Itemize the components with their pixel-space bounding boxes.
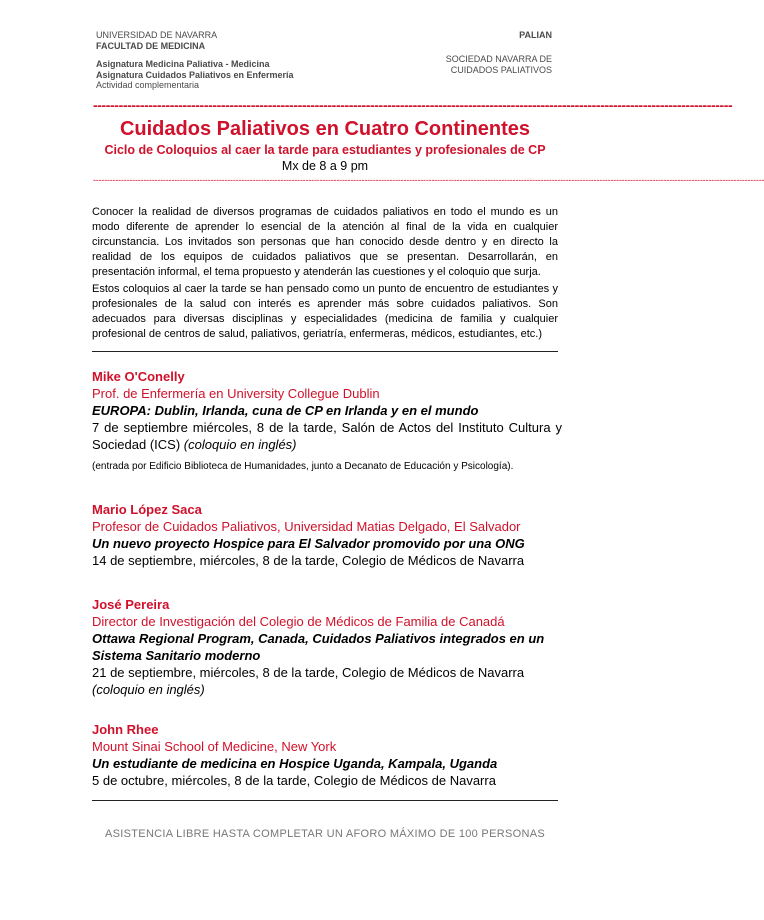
header-institution [96, 30, 294, 91]
intro-paragraph-1: Conocer la realidad de diversos programas de cuidados paliativos en todo el mundo es un modo diferente de aprender lo esencial de la atención al final de la vida en cualquier circunstancia. Los invitados son personas que han conocido desde dentro y en directo la realidad de los equipos de cuidados paliativos que se presentan. Desarrollarán, en presentación informal, el tema propuesto y atenderán las cuestiones y el coloquio que surja. [92, 206, 558, 278]
speaker-schedule: 21 de septiembre, miércoles, 8 de la tarde, Colegio de Médicos de Navarra [92, 665, 525, 680]
speaker-topic: Un estudiante de medicina en Hospice Uganda, Kampala, Uganda [92, 756, 498, 771]
university-name: UNIVERSIDAD DE NAVARRA [96, 30, 218, 40]
speaker-entrance-note: (entrada por Edificio Biblioteca de Humanidades, junto a Decanato de Educación y Psicología). [92, 461, 514, 472]
activity-type: Actividad complementaria [96, 80, 200, 90]
society-line-2: CUIDADOS PALIATIVOS [450, 64, 552, 75]
course-line-1: Asignatura Medicina Paliativa - Medicina [96, 59, 270, 69]
attendance-footer: ASISTENCIA LIBRE HASTA COMPLETAR UN AFORO MÁXIMO DE 100 PERSONAS [105, 828, 545, 840]
speaker-name: John Rhee [92, 722, 159, 737]
speaker-role: Prof. de Enfermería en University Collegue Dublin [92, 386, 380, 401]
speaker-topic: Ottawa Regional Program, Canada, Cuidados Paliativos integrados en un Sistema Sanitario moderno [92, 631, 545, 663]
speaker-schedule: 14 de septiembre, miércoles, 8 de la tarde, Colegio de Médicos de Navarra [92, 553, 525, 568]
speaker-block-4 [92, 721, 562, 789]
intro-paragraph-2: Estos coloquios al caer la tarde se han pensado como un punto de encuentro de estudiantes y profesionales de la salud con interés es aprender más sobre cuidados paliativos. Son adecuados para diversas disciplinas y especialidades (medicina de familia y cualquier profesional de centros de salud, paliativos, geriatría, enfermeras, médicos, estudiantes, etc.) [92, 283, 558, 340]
speaker-name: Mike O'Conelly [92, 369, 185, 384]
divider-top [92, 351, 558, 352]
speaker-schedule [92, 419, 562, 453]
speaker-block-2 [92, 501, 562, 569]
divider-bottom [92, 800, 558, 801]
palian-label: PALIAN [519, 30, 552, 40]
speaker-name: José Pereira [92, 597, 170, 612]
speaker-schedule: 5 de octubre, miércoles, 8 de la tarde, Colegio de Médicos de Navarra [92, 773, 496, 788]
schedule-text: Mx de 8 a 9 pm [281, 159, 369, 173]
speaker-block-3 [92, 596, 562, 698]
speaker-role: Director de Investigación del Colegio de Médicos de Familia de Canadá [92, 614, 505, 629]
separator-thick: ------------------------------------------------------------------------------------------------------------------------------------------------------ [93, 97, 733, 113]
page-subtitle: Ciclo de Coloquios al caer la tarde para estudiantes y profesionales de CP [104, 143, 546, 157]
course-line-2: Asignatura Cuidados Paliativos en Enfermería [96, 69, 294, 80]
speaker-language-note: (coloquio en inglés) [183, 437, 297, 452]
speaker-role: Profesor de Cuidados Paliativos, Universidad Matias Delgado, El Salvador [92, 519, 521, 534]
faculty-name: FACULTAD DE MEDICINA [96, 40, 206, 51]
speaker-topic: EUROPA: Dublin, Irlanda, cuna de CP en Irlanda y en el mundo [92, 403, 479, 418]
speaker-role: Mount Sinai School of Medicine, New York [92, 739, 337, 754]
speaker-block-1 [92, 368, 562, 473]
society-name [446, 54, 552, 75]
speaker-language-note: (coloquio en inglés) [92, 682, 205, 697]
speaker-name: Mario López Saca [92, 502, 202, 517]
speaker-date-place: 7 de septiembre miércoles, 8 de la tarde, Salón de Actos del Instituto Cultura y Sociedad (ICS) [92, 420, 562, 452]
separator-thin: ------------------------------------------------------------------------------------------------------------------------------------------------------------------------------------------------------------------------------------------------ [93, 175, 764, 185]
page-title: Cuidados Paliativos en Cuatro Continentes [119, 118, 531, 140]
society-line-1: SOCIEDAD NAVARRA DE [445, 54, 552, 64]
speaker-topic: Un nuevo proyecto Hospice para El Salvador promovido por una ONG [92, 536, 525, 551]
